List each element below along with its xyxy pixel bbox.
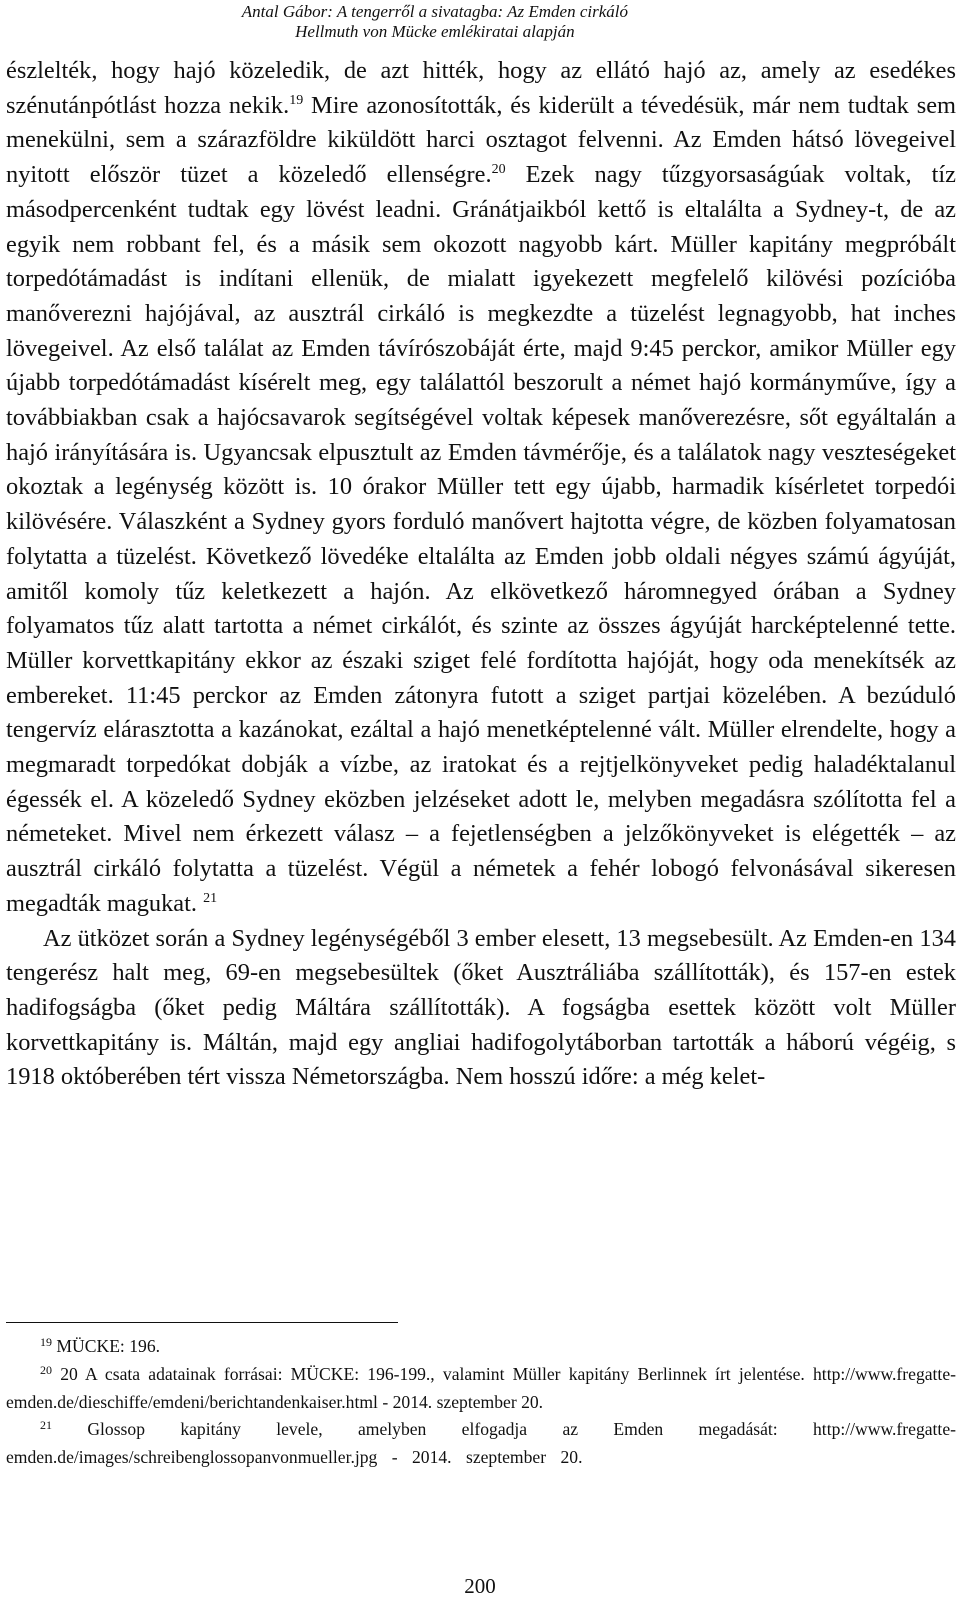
footnote-ref-20[interactable]: 20: [491, 162, 506, 178]
book-subtitle: Hellmuth von Mücke emlékiratai alapján: [295, 22, 575, 41]
footnote-21-text: Glossop kapitány levele, amelyben elfogadja az Emden megadását: http://www.fregatte-emden.de/images/schreibenglossopanvonmueller.jpg - 2014. szeptember 20.: [6, 1419, 956, 1468]
paragraph-1-part-b: Mire azonosították, és kiderült a tévedésük, már nem tudtak sem menekülni, sem a szárazföldre kiküldött harci osztagot felvenni. Az Emden hátsó lövegeivel nyitott először tüzet a közeledő ellenségre.: [6, 91, 957, 189]
footnote-19: [6, 1333, 956, 1361]
book-title-line: [242, 2, 628, 22]
footnote-separator: [6, 1322, 398, 1323]
paragraph-1-part-a: észlelték, hogy hajó közeledik, de azt hitték, hogy az ellátó hajó az, amely az esedékes szénutánpótlást hozza nekik.: [6, 57, 956, 119]
footnote-ref-19[interactable]: 19: [289, 92, 304, 108]
footnote-21-number: 21: [40, 1418, 52, 1433]
footnote-20-number: 20: [40, 1362, 52, 1377]
footnote-19-number: 19: [40, 1335, 52, 1349]
paragraph-2: Az ütközet során a Sydney legénységéből 3 ember elesett, 13 megsebesült. Az Emden-en 134 tengerész halt meg, 69-en megsebesültek (őket Ausztráliába szállították), és 157-en estek hadifogságba (őket pedig Máltára szállították). A fogságba esettek között volt Müller korvettkapitány is. Máltán, majd egy angliai hadifogolytáborban tartották a háború végéig, s 1918 októberében tért vissza Németországba. Nem hosszú időre: a még kelet-: [6, 924, 956, 1091]
footnote-20: [6, 1361, 956, 1417]
book-subtitle-line: [242, 22, 628, 42]
book-title: Antal Gábor: A tengerről a sivatagba: Az Emden cirkáló: [241, 2, 628, 21]
page-number: 200: [464, 1574, 496, 1598]
paragraph-1-part-c: Ezek nagy tűzgyorsaságúak voltak, tíz másodpercenként tudtak egy lövést leadni. Gránátjaikból kettő is eltalálta a Sydney-t, de az egyik nem robbant fel, és a másik sem okozott nagyobb kárt. Müller kapitány megpróbált torpedótámadást is indítani ellenük, de mialatt igyekezett megfelelő kilövési pozícióba manőverezni hajójával, az ausztrál cirkáló is megkezdte a tüzelést legnagyobb, hat inches lövegeivel. Az első találat az Emden távírószobáját érte, majd 9:45 perckor, amikor Müller egy újabb torpedótámadást kísérelt meg, egy találattól beszorult a német hajó kormányműve, így a továbbiakban csak a hajócsavarok segítségével voltak képesek manőverezésre, sőt egyáltalán a hajó irányítására is. Ugyancsak elpusztult az Emden távmérője, és a találatok nagy veszteségeket okoztak a legénység között is. 10 órakor Müller tett egy újabb, harmadik kísérletet torpedói kilövésére. Válaszként a Sydney gyors forduló manővert hajtotta végre, de közben folyamatosan folytatta a tüzelést. Következő lövedéke eltalálta az Emden jobb oldali négyes számú ágyúját, amitől komoly tűz keletkezett a hajón. Az elkövetkező háromnegyed órában a Sydney folyamatos tűz alatt tartotta a német cirkálót, és szinte az összes ágyúját harcképtelenné tette. Müller korvettkapitány ekkor az északi sziget felé fordította hajóját, hogy oda menekítsék az embereket. 11:45 perckor az Emden zátonyra futott a sziget partjai közelében. A bezúduló tengervíz elárasztotta a kazánokat, ezáltal a hajó menetképtelenné vált. Müller elrendelte, hogy a megmaradt torpedókat dobják a vízbe, az iratokat és a rejtjelkönyveket pedig haladéktalanul égessék el. A közeledő Sydney eközben jelzéseket adott le, melyben megadásra szólította fel a németeket. Mivel nem érkezett válasz – a fejetlenségben a jelzőkönyveket is elégették – az ausztrál cirkáló folytatta a tüzelést. Végül a németek a fehér lobogó felvonásával sikeresen megadták magukat.: [6, 161, 956, 917]
footnote-ref-21[interactable]: 21: [203, 890, 218, 906]
footnote-20-text: 20 A csata adatainak forrásai: MÜCKE: 196-199., valamint Müller kapitány Berlinnek írt jelentése. http://www.fregatte-emden.de/dieschiffe/emdeni/berichtandenkaiser.html - 2014. szeptember 20.: [6, 1363, 956, 1412]
footnote-21: [6, 1416, 956, 1472]
running-header: [242, 2, 628, 42]
footnotes: [6, 1333, 956, 1472]
footnote-19-text: MÜCKE: 196.: [52, 1336, 161, 1356]
paragraph-1: [6, 54, 956, 922]
body-text: [6, 54, 956, 1095]
